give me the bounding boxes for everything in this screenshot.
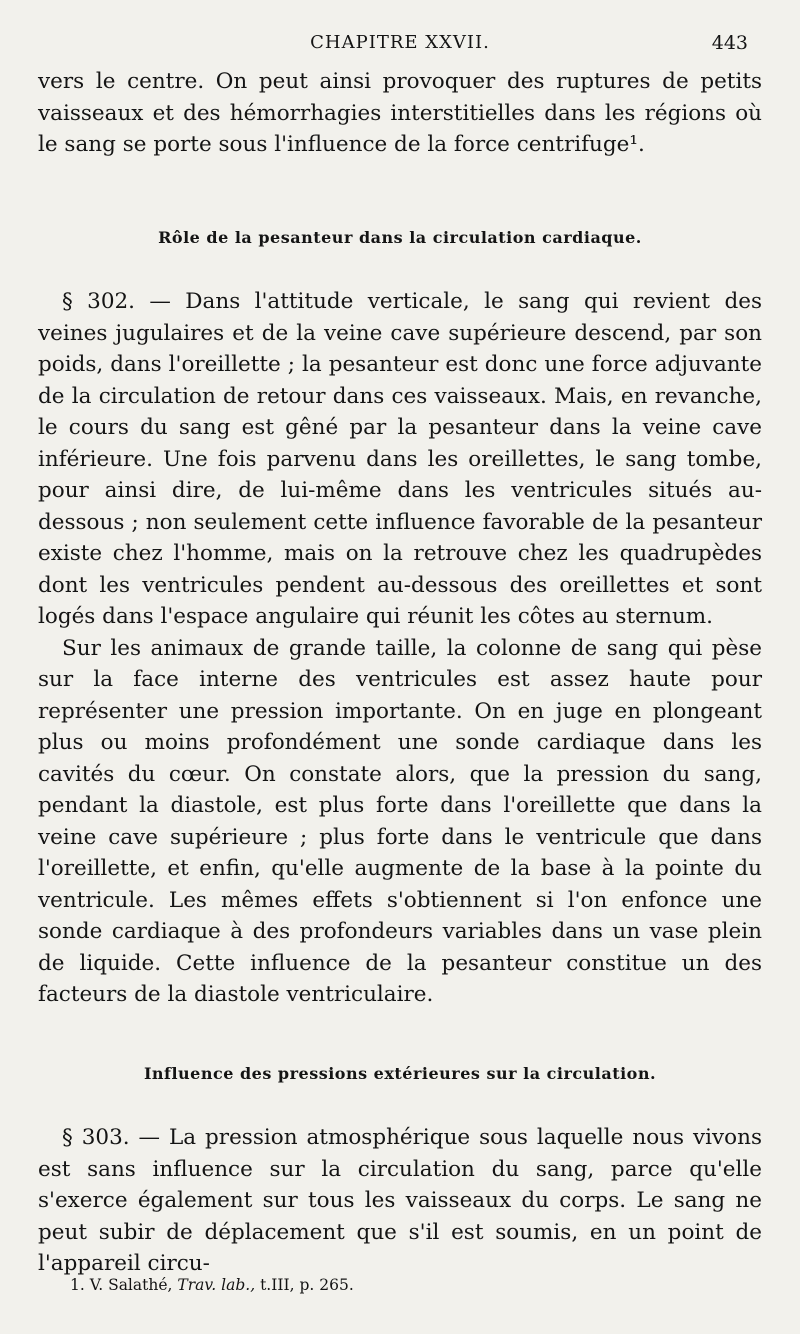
running-head: CHAPITRE XXVII.: [310, 32, 490, 53]
footnote-ref: t.III, p. 265.: [260, 1276, 354, 1294]
intro-text: vers le centre. On peut ainsi provoquer des ruptures de petits vaisseaux et des hémorrhagies interstitielles dans les régions où le sang se porte sous l'influence de la force centrifuge¹.: [38, 69, 762, 157]
section-title-pesanteur: Rôle de la pesanteur dans la circulation cardiaque.: [158, 228, 642, 247]
paragraph-302: § 302. — Dans l'attitude verticale, le sang qui revient des veines jugulaires et de la veine cave supérieure descend, par son poids, dans l'oreillette ; la pesanteur est donc une force adjuvante de la circulation de retour dans ces vaisseaux. Mais, en revanche, le cours du sang est gêné par la pesanteur dans la veine cave inférieure. Une fois parvenu dans les oreillettes, le sang tombe, pour ainsi dire, de lui-même dans les ventricules situés au-dessous ; non seulement cette influence favorable de la pesanteur existe chez l'homme, mais on la retrouve chez les quadrupèdes dont les ventricules pendent au-dessous des oreillettes et sont logés dans l'espace angulaire qui réunit les côtes au sternum.: [38, 289, 762, 629]
page-header: [40, 32, 760, 60]
footnote-marker: 1.: [70, 1276, 85, 1294]
page-number: 443: [711, 32, 748, 54]
section-pesanteur-body: [38, 286, 762, 1011]
footnote: [70, 1276, 354, 1294]
footnote-author: V. Salathé,: [89, 1276, 173, 1294]
paragraph-302-continued: Sur les animaux de grande taille, la colonne de sang qui pèse sur la face interne des ventricules est assez haute pour représenter une pression importante. On en juge en plongeant plus ou moins profondément une sonde cardiaque dans les cavités du cœur. On constate alors, que la pression du sang, pendant la diastole, est plus forte dans l'oreillette que dans la veine cave supérieure ; plus forte dans le ventricule que dans l'oreillette, et enfin, qu'elle augmente de la base à la pointe du ventricule. Les mêmes effets s'obtiennent si l'on enfonce une sonde cardiaque à des profondeurs variables dans un vase plein de liquide. Cette influence de la pesanteur constitue un des facteurs de la diastole ventriculaire.: [38, 635, 762, 1007]
section-title-pressions: Influence des pressions extérieures sur la circulation.: [143, 1064, 657, 1083]
section-pressions-body: [38, 1122, 762, 1280]
intro-paragraph: [38, 66, 762, 161]
footnote-journal: Trav. lab.,: [177, 1276, 256, 1294]
paragraph-303: § 303. — La pression atmosphérique sous laquelle nous vivons est sans influence sur la circulation du sang, parce qu'elle s'exerce également sur tous les vaisseaux du corps. Le sang ne peut subir de déplacement que s'il est soumis, en un point de l'appareil circu-: [38, 1125, 762, 1276]
